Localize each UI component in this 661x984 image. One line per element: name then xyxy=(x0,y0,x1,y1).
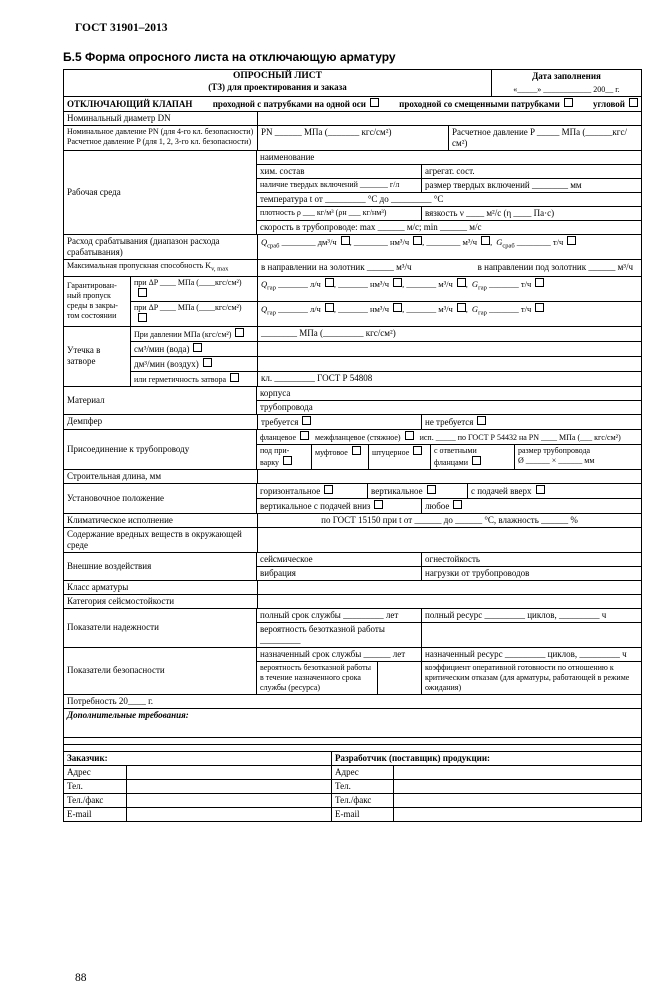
capacity-direction-under: в направлении под золотник ______ м³/ч xyxy=(477,262,633,273)
additional-requirements-label: Дополнительные требования: xyxy=(67,709,189,720)
guaranteed-q-symbol-2: Q xyxy=(261,303,268,314)
actuation-flow-label: Расход срабатывания (диапазон расхода срабатывания) xyxy=(67,236,220,257)
position-horizontal-cell xyxy=(257,484,367,498)
leakage-water-cell xyxy=(131,342,257,356)
medium-chem-row xyxy=(257,164,641,178)
safety-probability-cell: вероятность безотказной работы в течение назначенного срока службы (ресурса) xyxy=(260,662,372,692)
flow-separator: , xyxy=(490,237,493,247)
guaranteed-m3-text-2: , _______ м³/ч xyxy=(402,303,453,314)
position-feed-up-checkbox[interactable] xyxy=(536,485,545,494)
connection-spec-text: исп. _____ по ГОСТ Р 54432 на PN ____ МПа (___ кгс/см²) xyxy=(419,432,621,442)
leakage-water-row xyxy=(131,341,641,356)
customer-phone-value[interactable] xyxy=(126,780,331,793)
external-seismic-cell: сейсмическое xyxy=(260,553,313,564)
developer-email-value[interactable] xyxy=(393,808,641,821)
damper-required-cell xyxy=(257,415,421,429)
position-row-2 xyxy=(257,498,641,513)
leakage-tightness-checkbox[interactable] xyxy=(230,373,239,382)
guaranteed-dp-checkbox-1[interactable] xyxy=(138,288,147,297)
pressure-label-1: Номинальное давление PN (для 4-го кл. безопасности) xyxy=(67,127,254,136)
guaranteed-nm3-text-1: , _______ нм³/ч xyxy=(333,278,390,289)
spacer-row-1 xyxy=(64,737,641,744)
position-horizontal-label: горизонтальное xyxy=(260,485,321,496)
max-capacity-row xyxy=(64,259,641,276)
material-group xyxy=(64,386,641,414)
connection-flanged-label: фланцевое xyxy=(260,432,297,442)
length-row xyxy=(64,469,641,483)
safety-readiness-cell: коэффициент оперативной готовности по отношению к критическим отказам (для арматуры, работающей в режиме ожидания) xyxy=(421,662,641,694)
external-vibration-cell: вибрация xyxy=(260,567,296,578)
guaranteed-l-text-1: _______ л/ч xyxy=(275,278,321,289)
reliability-group xyxy=(64,608,641,647)
valve-option-inline xyxy=(213,98,379,110)
damper-required-label: требуется xyxy=(261,416,299,427)
connection-group xyxy=(64,429,641,469)
developer-address-label: Адрес xyxy=(331,766,393,779)
guaranteed-l-checkbox-2[interactable] xyxy=(325,303,334,312)
class-row xyxy=(64,580,641,594)
damper-not-required-checkbox[interactable] xyxy=(477,416,486,425)
valve-option-angle-label: угловой xyxy=(593,99,625,109)
guaranteed-row-1 xyxy=(131,277,641,301)
guaranteed-nm3-checkbox-2[interactable] xyxy=(393,303,402,312)
material-body xyxy=(257,387,641,414)
position-any-checkbox[interactable] xyxy=(453,500,462,509)
reliability-row-2 xyxy=(257,622,641,647)
leakage-pressure-value-cell: ________ МПа (_________ кгс/см²) xyxy=(257,327,641,341)
connection-coupling-label: муфтовое xyxy=(315,447,348,457)
position-horizontal-checkbox[interactable] xyxy=(324,485,333,494)
spacer-cell-1 xyxy=(64,738,641,744)
reliability-label: Показатели надежности xyxy=(64,609,257,647)
medium-temperature-cell: температура t от _________ °С до _________ °С xyxy=(260,194,444,204)
guaranteed-passage-group xyxy=(64,276,641,326)
position-feed-up-cell xyxy=(467,484,641,498)
document-page xyxy=(0,22,661,984)
date-value: «_____» ____________ 200__ г. xyxy=(513,85,620,94)
valve-type-options xyxy=(67,98,638,110)
medium-aggregate-cell: агрегат. сост. xyxy=(421,165,641,178)
guaranteed-row-2 xyxy=(131,301,641,326)
questionnaire-form xyxy=(63,69,642,822)
damper-not-required-cell xyxy=(421,415,641,429)
guaranteed-condition-cell-2 xyxy=(131,302,257,326)
guaranteed-nm3-text-2: , _______ нм³/ч xyxy=(333,303,390,314)
date-cell xyxy=(491,70,641,96)
date-label: Дата заполнения xyxy=(532,71,601,81)
connection-coupling-cell xyxy=(311,445,368,469)
class-label: Класс арматуры xyxy=(67,581,129,592)
reliability-full-life-cell: полный срок службы _________ лет xyxy=(260,609,399,620)
connection-counter-flanges-label: с ответными фланцами xyxy=(434,445,477,467)
connection-interflanged-label: межфланцевое (стяжное) xyxy=(315,432,401,442)
contacts-fax-row xyxy=(64,793,641,807)
guaranteed-th-text-1: _______ т/ч xyxy=(486,278,532,289)
developer-phone-value[interactable] xyxy=(393,780,641,793)
developer-email-label: E-mail xyxy=(331,808,393,821)
position-vertical-down-label: вертикальное с подачей вниз xyxy=(260,500,371,511)
medium-temperature-row xyxy=(257,192,641,206)
medium-density-cell: плотность ρ ___ кг/м³ (ρн ___ кг/нм³) xyxy=(260,208,387,217)
connection-nipple-label: штуцерное xyxy=(372,447,410,457)
leakage-air-checkbox[interactable] xyxy=(203,358,212,367)
max-capacity-label-text: Максимальная пропускная способность K xyxy=(67,261,212,270)
reliability-probability-cell: вероятность безотказной работы _________ xyxy=(260,623,385,645)
connection-counter-flanges-cell xyxy=(430,445,514,469)
climate-label: Климатическое исполнение xyxy=(67,514,173,525)
guaranteed-q-subscript-1: гар xyxy=(267,284,276,292)
flow-m3-checkbox[interactable] xyxy=(481,236,493,247)
guaranteed-l-text-2: _______ л/ч xyxy=(275,303,321,314)
customer-address-value[interactable] xyxy=(126,766,331,779)
connection-row-2 xyxy=(257,444,641,469)
harmful-value-cell xyxy=(257,528,641,552)
spacer-cell-2 xyxy=(64,745,641,751)
valve-option-offset-label: проходной со смещенными патрубками xyxy=(399,99,560,109)
pipe-size-value: Ø ______ × ______ мм xyxy=(518,455,595,465)
working-medium-label: Рабочая среда xyxy=(64,151,257,234)
nominal-diameter-value-cell xyxy=(257,112,641,125)
leakage-air-label: дм³/мин (воздух) xyxy=(134,358,199,369)
flow-dm3-checkbox[interactable] xyxy=(341,236,350,245)
medium-name-cell: наименование xyxy=(260,152,315,162)
position-any-label: любое xyxy=(425,500,450,511)
guaranteed-g-subscript-2: гар xyxy=(478,309,487,317)
medium-velocity-cell: скорость в трубопроводе: max ______ м/с; min ______ м/с xyxy=(260,222,482,232)
guaranteed-condition-cell-1 xyxy=(131,277,257,301)
material-label: Материал xyxy=(64,387,257,414)
form-subtitle: (ТЗ) для проектирования и заказа xyxy=(208,82,347,92)
connection-counter-flanges-checkbox[interactable] xyxy=(472,456,481,465)
external-pipe-loads-cell: нагрузки от трубопроводов xyxy=(421,567,641,580)
damper-row xyxy=(64,414,641,429)
medium-velocity-row xyxy=(257,220,641,234)
connection-flanged-checkbox[interactable] xyxy=(300,431,309,440)
guaranteed-value-cell-1 xyxy=(257,277,641,301)
contacts-email-row xyxy=(64,807,641,821)
leakage-pressure-checkbox[interactable] xyxy=(235,328,244,337)
leakage-air-cell xyxy=(131,357,257,371)
demand-cell: Потребность 20____ г. xyxy=(67,695,153,706)
external-label: Внешние воздействия xyxy=(64,553,257,580)
leakage-water-checkbox[interactable] xyxy=(193,343,202,352)
medium-name-row xyxy=(257,151,641,164)
connection-coupling-checkbox[interactable] xyxy=(352,446,361,455)
contacts-header-row xyxy=(64,751,641,765)
additional-requirements-cell xyxy=(64,709,641,737)
leakage-body xyxy=(131,327,641,386)
harmful-row xyxy=(64,527,641,552)
demand-row xyxy=(64,694,641,708)
pressure-label-2: Расчетное давление P (для 1, 2, 3-го кл. безопасности) xyxy=(67,137,252,146)
external-body xyxy=(257,553,641,580)
contacts-phone-row xyxy=(64,779,641,793)
position-group xyxy=(64,483,641,513)
external-group xyxy=(64,552,641,580)
developer-fax-label: Тел./факс xyxy=(331,794,393,807)
additional-requirements-row xyxy=(64,708,641,737)
material-pipe-cell: трубопровода xyxy=(260,401,313,412)
customer-fax-label: Тел./факс xyxy=(67,794,104,805)
leakage-pressure-label-cell xyxy=(131,327,257,341)
leakage-tightness-cell xyxy=(131,372,257,386)
working-medium-body xyxy=(257,151,641,234)
developer-address-value[interactable] xyxy=(393,766,641,779)
reliability-row-1 xyxy=(257,609,641,622)
form-header-row xyxy=(64,70,641,96)
form-title: ОПРОСНЫЙ ЛИСТ xyxy=(232,71,323,81)
valve-type-label: ОТКЛЮЧАЮЩИЙ КЛАПАН xyxy=(67,98,193,109)
material-body-cell: корпуса xyxy=(260,387,291,398)
leakage-water-value-cell xyxy=(257,342,641,356)
seismic-category-row xyxy=(64,594,641,608)
safety-group xyxy=(64,647,641,694)
seismic-category-value-cell xyxy=(257,595,641,608)
valve-offset-checkbox[interactable] xyxy=(564,98,573,107)
pressure-row xyxy=(64,125,641,150)
climate-row xyxy=(64,513,641,527)
guaranteed-g-subscript-1: гар xyxy=(478,284,487,292)
connection-welded-cell xyxy=(257,445,311,469)
customer-fax-value[interactable] xyxy=(126,794,331,807)
developer-fax-value[interactable] xyxy=(393,794,641,807)
guaranteed-th-checkbox-1[interactable] xyxy=(535,278,544,287)
reliability-full-resource-cell: полный ресурс _________ циклов, _________ ч xyxy=(421,609,641,622)
external-row-1 xyxy=(257,553,641,566)
flow-q-symbol: Q xyxy=(261,237,268,247)
customer-title: Заказчик: xyxy=(67,752,108,763)
guaranteed-condition-text-1: при ΔP ____ МПа (____кгс/см²) xyxy=(134,277,242,287)
guaranteed-m3-text-1: , _______ м³/ч xyxy=(402,278,453,289)
position-label: Установочное положение xyxy=(64,484,257,513)
valve-option-offset xyxy=(399,98,573,110)
guaranteed-m3-checkbox-1[interactable] xyxy=(457,278,466,287)
safety-assigned-resource-cell: назначенный ресурс _________ циклов, _________ ч xyxy=(421,648,641,661)
external-row-2 xyxy=(257,566,641,580)
guaranteed-g-symbol-1: G xyxy=(471,278,479,289)
kv-subscript: v, max xyxy=(211,265,229,273)
leakage-group xyxy=(64,326,641,386)
position-vertical-down-checkbox[interactable] xyxy=(374,500,383,509)
developer-title: Разработчик (поставщик) продукции: xyxy=(331,752,641,765)
flow-nm3-text: , ________ нм³/ч xyxy=(349,237,410,247)
guaranteed-dp-checkbox-2[interactable] xyxy=(138,313,147,322)
safety-empty-cell xyxy=(377,662,421,694)
leakage-label: Утечка в затворе xyxy=(64,327,131,386)
safety-assigned-life-cell: назначенный срок службы ______ лет xyxy=(260,648,406,659)
position-row-1 xyxy=(257,484,641,498)
position-vertical-label: вертикальное xyxy=(371,485,423,496)
guaranteed-q-symbol-1: Q xyxy=(261,278,268,289)
pn-value-cell: PN ______ МПа (_______ кгс/см²) xyxy=(257,126,448,150)
spacer-row-2 xyxy=(64,744,641,751)
connection-welded-label: под при-варку xyxy=(260,445,290,467)
safety-label: Показатели безопасности xyxy=(64,648,257,694)
reliability-body xyxy=(257,609,641,647)
position-body xyxy=(257,484,641,513)
section-title: Б.5 Форма опросного листа на отключающую арматуру xyxy=(63,50,396,64)
guaranteed-nm3-checkbox-1[interactable] xyxy=(393,278,402,287)
valve-type-cell xyxy=(64,97,641,111)
position-feed-up-label: с подачей вверх xyxy=(471,485,532,496)
form-title-cell xyxy=(64,70,491,96)
connection-nipple-checkbox[interactable] xyxy=(413,446,422,455)
flow-th-text: ________ т/ч xyxy=(514,237,564,247)
length-label: Строительная длина, мм xyxy=(67,470,162,481)
class-value-cell xyxy=(257,581,641,594)
leakage-tightness-label: или герметичность затвора xyxy=(134,374,227,384)
guaranteed-g-symbol-2: G xyxy=(471,303,479,314)
guaranteed-th-checkbox-2[interactable] xyxy=(535,303,544,312)
valve-option-inline-label: проходной с патрубками на одной оси xyxy=(212,99,366,109)
medium-solids-row xyxy=(257,178,641,192)
seismic-category-label: Категория сейсмостойкости xyxy=(67,595,175,606)
safety-body xyxy=(257,648,641,694)
contacts-address-row xyxy=(64,765,641,779)
max-capacity-label xyxy=(64,260,257,276)
medium-density-row xyxy=(257,206,641,220)
medium-solids-size-cell: размер твердых включений ________ мм xyxy=(421,179,641,192)
guaranteed-value-cell-2 xyxy=(257,302,641,326)
page-number: 88 xyxy=(75,971,87,984)
flow-m3-text: , ________ м³/ч xyxy=(422,237,478,247)
nominal-diameter-label: Номинальный диаметр DN xyxy=(67,113,171,123)
customer-email-value[interactable] xyxy=(126,808,331,821)
connection-welded-checkbox[interactable] xyxy=(283,456,292,465)
capacity-direction-on: в направлении на золотник ______ м³/ч xyxy=(261,262,412,273)
position-vertical-down-cell xyxy=(257,499,421,513)
connection-pipe-size-cell xyxy=(514,445,641,469)
connection-nipple-cell xyxy=(368,445,430,469)
climate-value-cell: по ГОСТ 15150 при t от ______ до ______ °С, влажность ______ % xyxy=(257,514,641,527)
valve-type-row xyxy=(64,96,641,111)
leakage-air-value-cell xyxy=(257,357,641,371)
harmful-label: Содержание вредных веществ в окружающей среде xyxy=(67,528,242,550)
damper-not-required-label: не требуется xyxy=(425,416,474,427)
gost-standard-number: ГОСТ 31901–2013 xyxy=(75,22,168,34)
leakage-class-cell: кл. _________ ГОСТ Р 54808 xyxy=(257,372,641,386)
flow-nm3-checkbox[interactable] xyxy=(413,236,422,245)
safety-row-1 xyxy=(257,648,641,661)
flow-dm3-text: ________ дм³/ч xyxy=(279,237,337,247)
connection-flange-cell xyxy=(257,430,641,444)
working-medium-group xyxy=(64,150,641,234)
damper-label: Демпфер xyxy=(67,415,103,426)
customer-email-label: E-mail xyxy=(67,808,92,819)
medium-solids-cell: наличие твердых включений _______ г/л xyxy=(260,180,400,189)
connection-interflanged-checkbox[interactable] xyxy=(405,431,414,440)
guaranteed-l-checkbox-1[interactable] xyxy=(325,278,334,287)
actuation-flow-row xyxy=(64,234,641,259)
leakage-pressure-label: При давлении МПа (кгс/см²) xyxy=(134,329,232,339)
connection-body xyxy=(257,430,641,469)
guaranteed-th-text-2: _______ т/ч xyxy=(486,303,532,314)
actuation-flow-value-cell xyxy=(257,235,641,259)
material-body-row xyxy=(257,387,641,400)
guaranteed-m3-checkbox-2[interactable] xyxy=(457,303,466,312)
max-capacity-value-cell xyxy=(257,260,641,276)
guaranteed-passage-label: Гарантированный пропуск среды в закрытом состоянии xyxy=(64,277,131,326)
leakage-water-label: см³/мин (вода) xyxy=(134,343,190,354)
safety-row-2 xyxy=(257,661,641,694)
customer-address-label: Адрес xyxy=(67,766,91,777)
guaranteed-separator-1: , xyxy=(465,278,468,289)
leakage-tightness-row xyxy=(131,371,641,386)
damper-required-checkbox[interactable] xyxy=(302,416,311,425)
length-value-cell xyxy=(257,470,641,483)
guaranteed-passage-body xyxy=(131,277,641,326)
position-vertical-checkbox[interactable] xyxy=(427,485,436,494)
guaranteed-q-subscript-2: гар xyxy=(267,309,276,317)
material-pipe-row xyxy=(257,400,641,414)
design-pressure-cell: Расчетное давление P _____ МПа (______кгс/см²) xyxy=(448,126,641,150)
medium-viscosity-cell: вязкость ν ____ м²/с (η ____ Па·с) xyxy=(421,207,641,220)
leakage-pressure-row xyxy=(131,327,641,341)
flow-q-subscript: сраб xyxy=(267,242,280,250)
nominal-diameter-row xyxy=(64,111,641,125)
position-vertical-cell xyxy=(367,484,467,498)
valve-angle-checkbox[interactable] xyxy=(629,98,638,107)
position-any-cell xyxy=(421,499,641,513)
flow-g-symbol: G xyxy=(496,237,503,247)
connection-label: Присоединение к трубопроводу xyxy=(64,430,257,469)
reliability-empty-cell xyxy=(421,623,641,647)
valve-option-angle xyxy=(593,98,638,110)
pipe-size-label: размер трубопровода xyxy=(518,445,591,455)
valve-inline-checkbox[interactable] xyxy=(370,98,379,107)
connection-row-1 xyxy=(257,430,641,444)
customer-phone-label: Тел. xyxy=(67,780,83,791)
flow-g-subscript: сраб xyxy=(502,242,515,250)
guaranteed-separator-2: , xyxy=(465,303,468,314)
flow-th-checkbox[interactable] xyxy=(567,236,576,245)
pressure-label-cell xyxy=(64,126,257,150)
medium-chem-cell: хим. состав xyxy=(260,166,305,176)
leakage-air-row xyxy=(131,356,641,371)
guaranteed-condition-text-2: при ΔP ____ МПа (____кгс/см²) xyxy=(134,302,242,312)
developer-phone-label: Тел. xyxy=(331,780,393,793)
external-fire-cell: огнестойкость xyxy=(421,553,641,566)
